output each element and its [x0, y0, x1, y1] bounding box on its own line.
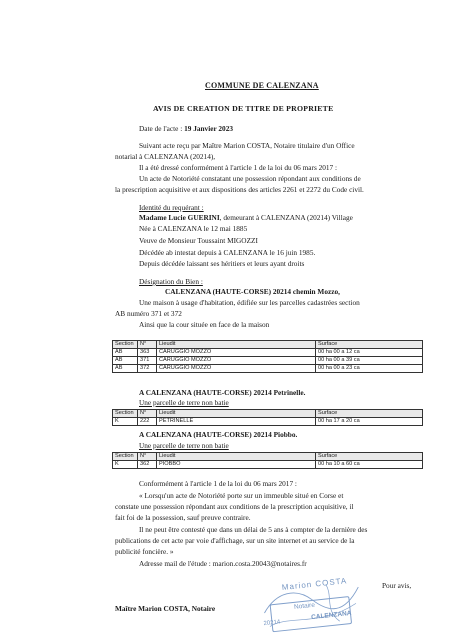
date-acte [139, 124, 233, 133]
commune-title: COMMUNE DE CALENZANA [205, 81, 319, 90]
cell-section: AB [113, 349, 138, 357]
stamp-name: Marion COSTA [281, 576, 348, 593]
notary-stamp [255, 573, 368, 640]
requerant-identity [139, 213, 353, 222]
cell-numero: 363 [138, 349, 157, 357]
intro-line-5: la prescription acquisitive et aux dispositions des articles 2261 et 2272 du Code civil. [115, 185, 364, 194]
col-numero: N° [138, 410, 157, 418]
legal-line-1: Conformément à l'article 1 de la loi du 06 mars 2017 : [139, 479, 297, 488]
stamp-postcode: 20214 [263, 619, 281, 628]
requerant-heading: Identité du requérant : [139, 203, 204, 212]
col-section: Section [113, 410, 138, 418]
stamp-notaire: Notaire [293, 601, 316, 611]
cadastre-table-3 [112, 452, 423, 469]
col-lieudit: Lieudit [157, 341, 316, 349]
cell-surface: 00 ha 10 a 60 ca [316, 461, 423, 469]
legal-line-3: constate une possession répondant aux conditions de la prescription acquisitive, il [115, 502, 354, 511]
requerant-address: , demeurant à CALENZANA (20214) Village [219, 213, 353, 222]
col-surface: Surface [316, 341, 423, 349]
intro-line-2: notarial à CALENZANA (20214), [115, 152, 216, 161]
cell-lieudit: PIOBBO [157, 461, 316, 469]
col-numero: N° [138, 453, 157, 461]
cadastre-table-1 [112, 340, 423, 373]
designation-address: CALENZANA (HAUTE-CORSE) 20214 chemin Mozzo, [165, 287, 340, 296]
cell-section: AB [113, 365, 138, 373]
intro-line-1: Suivant acte reçu par Maître Marion COSTA, Notaire titulaire d'un Office [139, 141, 355, 150]
cell-surface: 00 ha 00 a 39 ca [316, 357, 423, 365]
date-acte-value: 19 Janvier 2023 [184, 124, 233, 133]
cell-surface: 00 ha 00 a 12 ca [316, 349, 423, 357]
cell-numero: 371 [138, 357, 157, 365]
table-row [113, 461, 423, 469]
legal-line-7: publicité foncière. » [115, 547, 174, 556]
legal-line-4: fait foi de la possession, sauf preuve contraire. [115, 513, 251, 522]
designation-line-1: Une maison à usage d'habitation, édifiée sur les parcelles cadastrées section [139, 298, 360, 307]
study-email: Adresse mail de l'étude : marion.costa.20043@notaires.fr [139, 559, 307, 568]
requerant-widow: Veuve de Monsieur Toussaint MIGOZZI [139, 236, 258, 245]
designation-line-3: Ainsi que la cour située en face de la maison [139, 320, 270, 329]
legal-line-6: publications de cet acte par voie d'affichage, sur un site internet et au service de la [115, 536, 355, 545]
cell-numero: 222 [138, 418, 157, 426]
requerant-name: Madame Lucie GUERINI [139, 213, 220, 222]
designation-line-2: AB numéro 371 et 372 [115, 309, 182, 318]
table-row [113, 365, 423, 373]
stamp-town: CALENZANA [310, 609, 352, 622]
cell-section: K [113, 418, 138, 426]
table-header-row [113, 341, 423, 349]
parcel-petrinelle-desc: Une parcelle de terre non batie [139, 398, 229, 407]
avis-title: AVIS DE CREATION DE TITRE DE PROPRIETE [153, 104, 334, 113]
cell-lieudit: CARUGGIO MOZZO [157, 357, 316, 365]
cell-numero: 372 [138, 365, 157, 373]
cell-lieudit: CARUGGIO MOZZO [157, 349, 316, 357]
designation-heading: Désignation du Bien : [139, 277, 203, 286]
intro-line-4: Un acte de Notoriété constatant une possession répondant aux conditions de [139, 174, 361, 183]
table-row [113, 349, 423, 357]
intro-line-3: Il a été dressé conformément à l'article 1 de la loi du 06 mars 2017 : [139, 163, 338, 172]
cadastre-table-2 [112, 409, 423, 426]
pour-avis: Pour avis, [382, 581, 412, 590]
table-header-row [113, 453, 423, 461]
parcel-piobbo-desc: Une parcelle de terre non batie [139, 441, 229, 450]
cell-section: K [113, 461, 138, 469]
col-numero: N° [138, 341, 157, 349]
notary-signature-name: Maître Marion COSTA, Notaire [115, 604, 216, 613]
col-lieudit: Lieudit [157, 410, 316, 418]
col-surface: Surface [316, 410, 423, 418]
cell-numero: 362 [138, 461, 157, 469]
cell-surface: 00 ha 00 a 23 ca [316, 365, 423, 373]
date-acte-label: Date de l'acte : [139, 124, 185, 133]
table-row [113, 418, 423, 426]
parcel-piobbo-heading: A CALENZANA (HAUTE-CORSE) 20214 Piobbo. [139, 430, 298, 439]
cell-surface: 00 ha 17 a 20 ca [316, 418, 423, 426]
requerant-birth: Née à CALENZANA le 12 mai 1885 [139, 224, 248, 233]
parcel-petrinelle-heading: A CALENZANA (HAUTE-CORSE) 20214 Petrinelle. [139, 388, 306, 397]
cell-section: AB [113, 357, 138, 365]
table-row [113, 357, 423, 365]
table-header-row [113, 410, 423, 418]
cell-lieudit: CARUGGIO MOZZO [157, 365, 316, 373]
legal-line-5: Il ne peut être contesté que dans un délai de 5 ans à compter de la dernière des [139, 525, 368, 534]
col-lieudit: Lieudit [157, 453, 316, 461]
col-surface: Surface [316, 453, 423, 461]
legal-line-2: « Lorsqu'un acte de Notoriété porte sur un immeuble situé en Corse et [139, 491, 344, 500]
col-section: Section [113, 341, 138, 349]
cell-lieudit: PETRINELLE [157, 418, 316, 426]
requerant-death: Décédée ab intestat depuis à CALENZANA le 16 juin 1985. [139, 248, 316, 257]
col-section: Section [113, 453, 138, 461]
requerant-heirs: Depuis décédée laissant ses héritiers et leurs ayant droits [139, 259, 305, 268]
